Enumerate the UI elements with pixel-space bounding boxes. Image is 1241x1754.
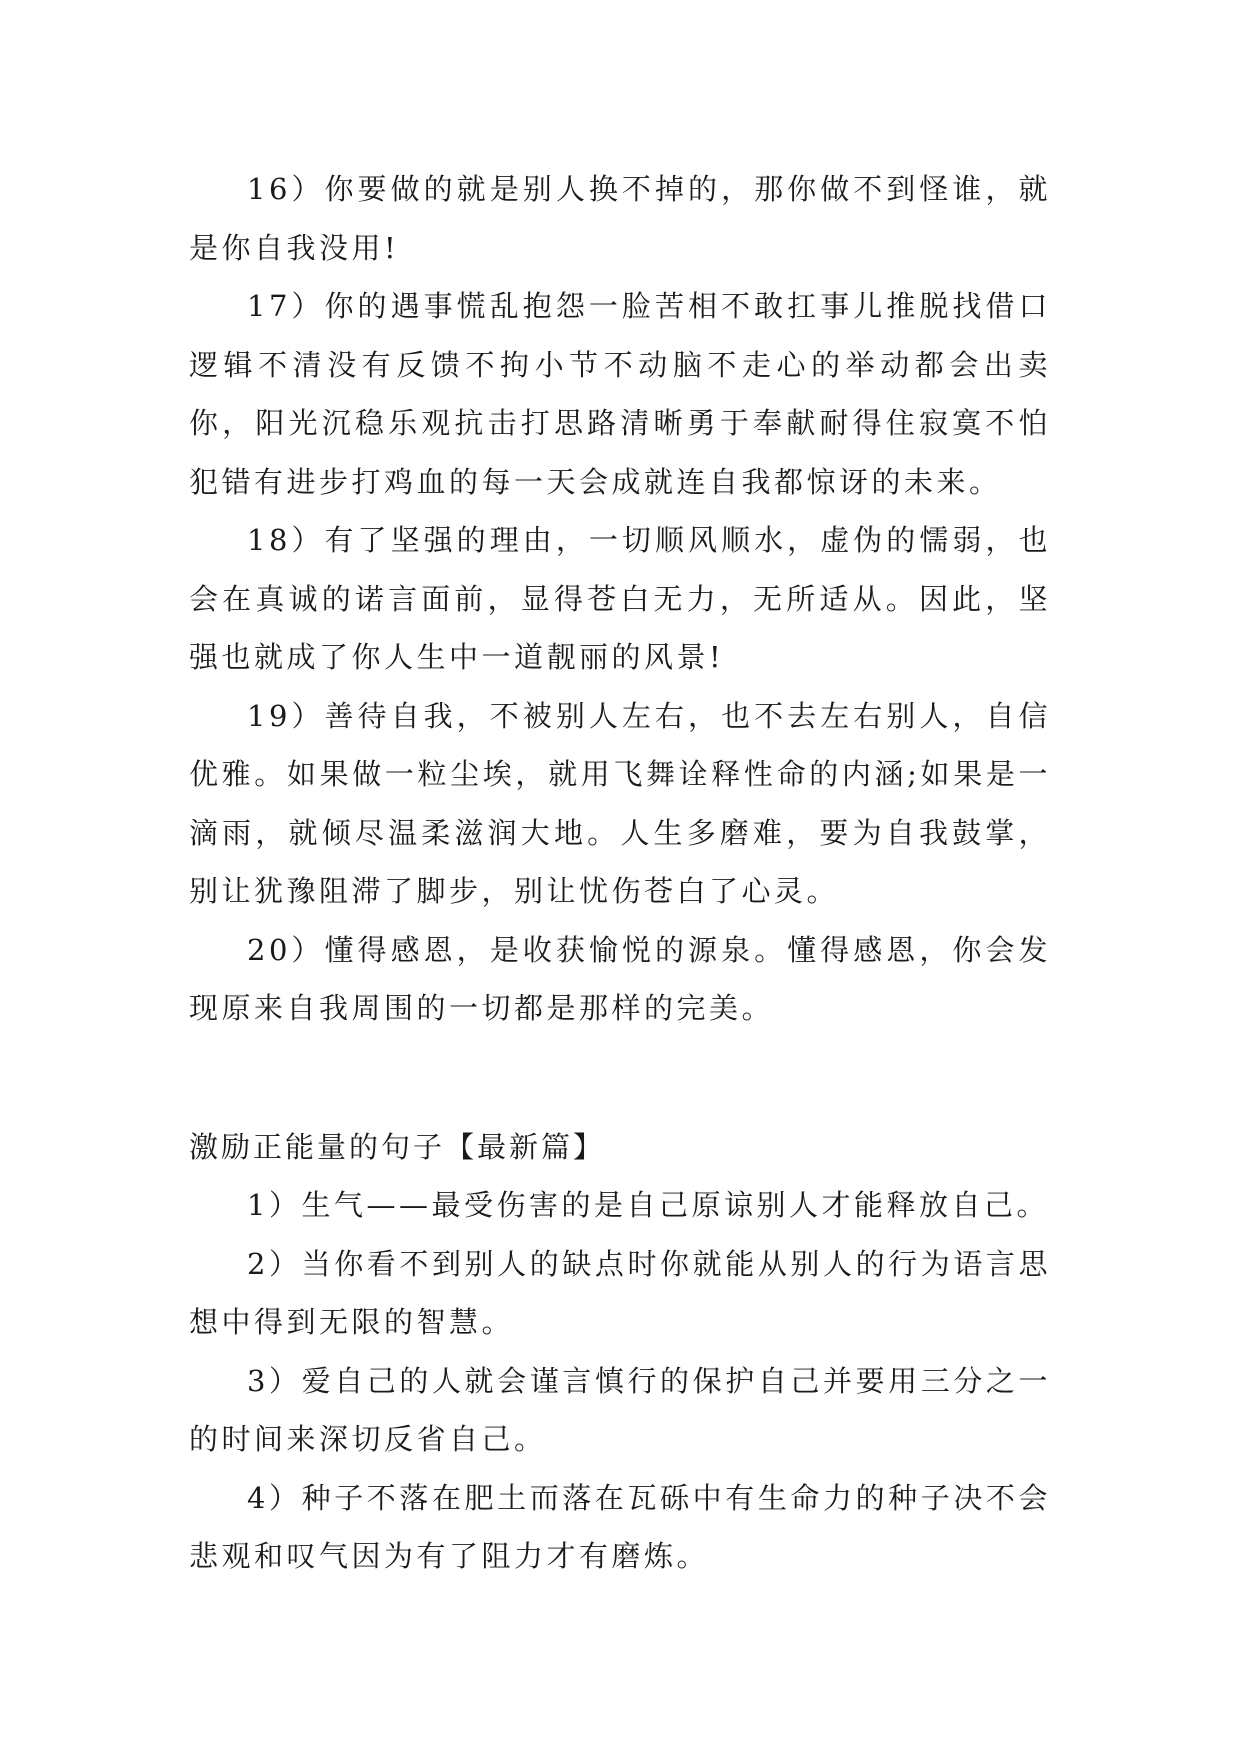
quote-paragraph-17: 17）你的遇事慌乱抱怨一脸苦相不敢扛事儿推脱找借口逻辑不清没有反馈不拘小节不动脑不走心的举动都会出卖你，阳光沉稳乐观抗击打思路清晰勇于奉献耐得住寂寞不怕犯错有进步打鸡血的每一天会成就连自我都惊讶的未来。 — [189, 289, 1051, 499]
quote-paragraph-20: 20）懂得感恩，是收获愉悦的源泉。懂得感恩，你会发现原来自我周围的一切都是那样的完美。 — [189, 932, 1051, 1025]
quote-paragraph-1: 1）生气——最受伤害的是自己原谅别人才能释放自己。 — [247, 1188, 1049, 1222]
quotes-section-continued — [189, 160, 1051, 1038]
quote-paragraph-2: 2）当你看不到别人的缺点时你就能从别人的行为语言思想中得到无限的智慧。 — [189, 1246, 1051, 1339]
quote-paragraph-18: 18）有了坚强的理由，一切顺风顺水，虚伪的懦弱，也会在真诚的诺言面前，显得苍白无力，无所适从。因此，坚强也就成了你人生中一道靓丽的风景! — [189, 523, 1051, 674]
section-heading: 激励正能量的句子【最新篇】 — [189, 1129, 606, 1164]
quote-paragraph-16: 16）你要做的就是别人换不掉的，那你做不到怪谁，就是你自我没用! — [189, 172, 1051, 265]
quote-paragraph-19: 19）善待自我，不被别人左右，也不去左右别人，自信优雅。如果做一粒尘埃，就用飞舞诠释性命的内涵;如果是一滴雨，就倾尽温柔滋润大地。人生多磨难，要为自我鼓掌，别让犹豫阻滞了脚步，别让忧伤苍白了心灵。 — [189, 698, 1051, 908]
quote-paragraph-4: 4）种子不落在肥土而落在瓦砾中有生命力的种子决不会悲观和叹气因为有了阻力才有磨炼。 — [189, 1480, 1051, 1573]
document-body — [189, 160, 1051, 1586]
quotes-section-latest — [189, 1118, 1051, 1586]
quote-paragraph-3: 3）爱自己的人就会谨言慎行的保护自己并要用三分之一的时间来深切反省自己。 — [189, 1363, 1051, 1456]
